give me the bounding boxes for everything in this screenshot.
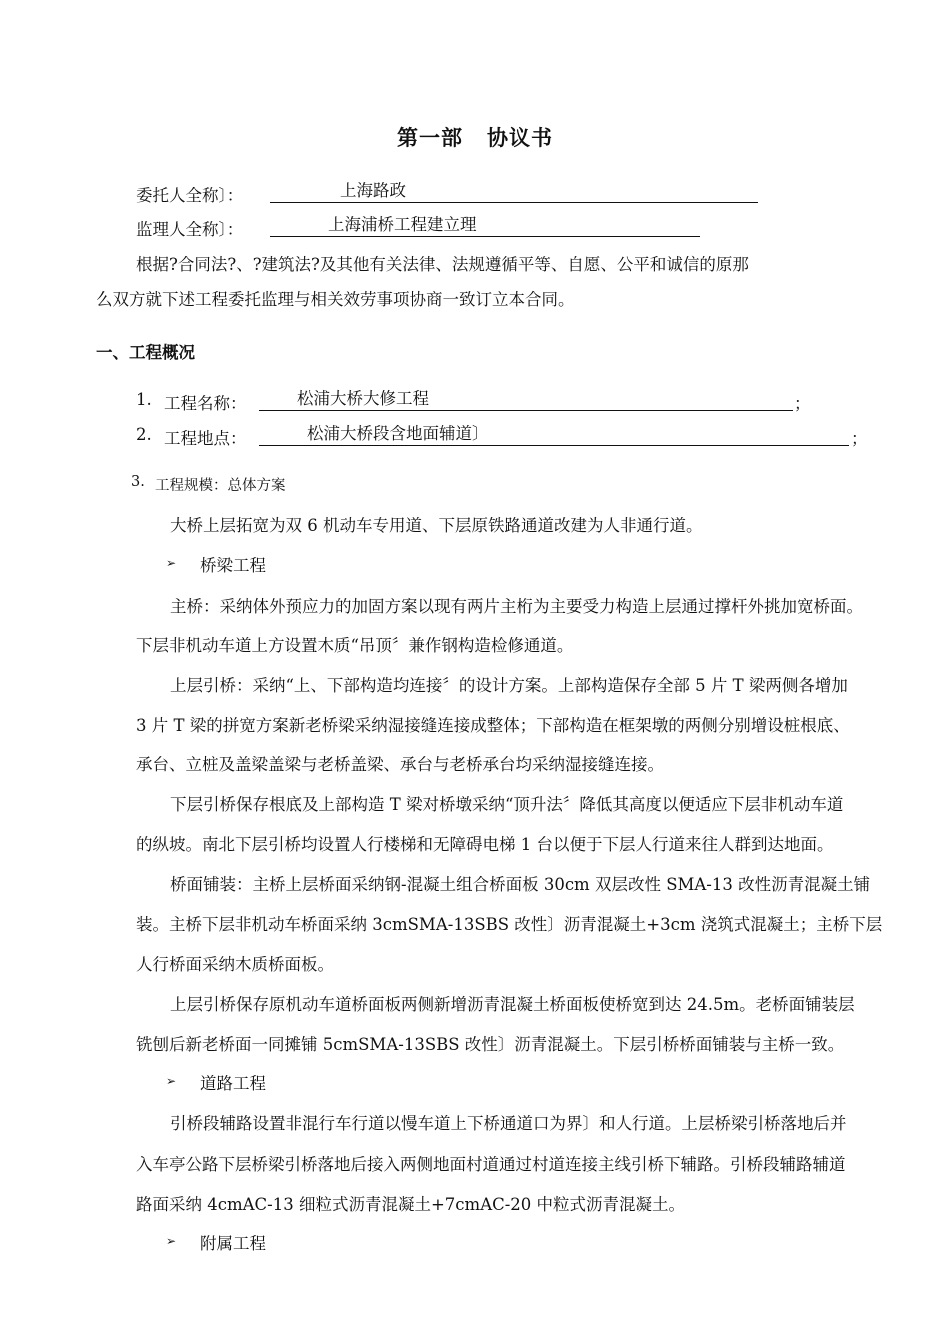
deck-line-2: 装。主桥下层非机动车桥面采纳 3cmSMA-13SBS 改性〕沥青混凝土+3cm 浇筑式混凝土；主桥下层 <box>136 915 883 934</box>
item2-label: 工程地点： <box>164 429 247 448</box>
intro-line-2: 么双方就下述工程委托监理与相关效劳事项协商一致订立本合同。 <box>96 290 575 309</box>
lower-approach-line-2: 的纵坡。南北下层引桥均设置人行楼梯和无障碍电梯 1 台以便于下层人行道来往人群到达地面。 <box>136 835 834 854</box>
item2-end: ； <box>851 429 868 448</box>
item1-label: 工程名称： <box>164 394 247 413</box>
client-label: 委托人全称〕： <box>136 186 244 205</box>
item2-number: 2. <box>136 425 152 444</box>
item1-number: 1. <box>136 390 152 409</box>
road-line-2: 入车亭公路下层桥梁引桥落地后接入两侧地面村道通过村道连接主线引桥下辅路。引桥段辅路辅道 <box>136 1155 846 1174</box>
main-bridge-line-1: 主桥：采纳体外预应力的加固方案以现有两片主桁为主要受力构造上层通过撑杆外挑加宽桥面。 <box>170 597 863 616</box>
upper-approach-line-2: 3 片 T 梁的拼宽方案新老桥梁采纳湿接缝连接成整体；下部构造在框架墩的两侧分别增设桩根底、 <box>136 716 850 735</box>
item3-label: 工程规模：总体方案 <box>155 478 286 494</box>
approach-deck-line-2: 铣刨后新老桥面一同摊铺 5cmSMA-13SBS 改性〕沥青混凝土。下层引桥桥面铺装与主桥一致。 <box>136 1035 845 1054</box>
intro-line-1: 根据?合同法?、?建筑法?及其他有关法律、法规遵循平等、自愿、公平和诚信的原那 <box>136 255 749 274</box>
road-bullet-icon: ➢ <box>166 1074 177 1088</box>
item2-field <box>259 425 849 446</box>
supervisor-value: 上海浦桥工程建立理 <box>328 215 477 234</box>
upper-approach-line-3: 承台、立桩及盖梁盖梁与老桥盖梁、承台与老桥承台均采纳湿接缝连接。 <box>136 755 664 774</box>
approach-deck-line-1: 上层引桥保存原机动车道桥面板两侧新增沥青混凝土桥面板使桥宽到达 24.5m。老桥面铺装层 <box>170 995 855 1014</box>
lower-approach-line-1: 下层引桥保存根底及上部构造 T 梁对桥墩采纳“顶升法〞降低其高度以便适应下层非机动车道 <box>170 795 844 814</box>
item1-value: 松浦大桥大修工程 <box>297 389 429 408</box>
main-bridge-line-2: 下层非机动车道上方设置木质“吊顶〞兼作钢构造检修通道。 <box>136 636 574 655</box>
scale-line: 大桥上层拓宽为双 6 机动车专用道、下层原铁路通道改建为人非通行道。 <box>170 516 703 535</box>
aux-bullet-icon: ➢ <box>166 1234 177 1248</box>
section-heading: 一、工程概况 <box>96 343 195 362</box>
road-line-1: 引桥段辅路设置非混行车行道以慢车道上下桥通道口为界〕和人行道。上层桥梁引桥落地后并 <box>170 1114 847 1133</box>
deck-line-1: 桥面铺装：主桥上层桥面采纳钢-混凝土组合桥面板 30cm 双层改性 SMA-13 改性沥青混凝土铺 <box>170 875 871 894</box>
item3-number: 3. <box>131 474 145 490</box>
client-value: 上海路政 <box>340 181 406 200</box>
item2-value: 松浦大桥段含地面辅道〕 <box>307 424 489 443</box>
page-title: 第一部 协议书 <box>397 126 553 150</box>
road-line-3: 路面采纳 4cmAC-13 细粒式沥青混凝土+7cmAC-20 中粒式沥青混凝土。 <box>136 1195 686 1214</box>
road-heading: 道路工程 <box>200 1074 266 1093</box>
item1-end: ； <box>794 394 811 413</box>
client-field <box>270 182 758 203</box>
upper-approach-line-1: 上层引桥：采纳“上、下部构造均连接〞的设计方案。上部构造保存全部 5 片 T 梁两侧各增加 <box>170 676 848 695</box>
bridge-heading: 桥梁工程 <box>200 556 266 575</box>
bridge-bullet-icon: ➢ <box>166 556 177 570</box>
supervisor-label: 监理人全称〕： <box>136 220 244 239</box>
aux-heading: 附属工程 <box>200 1234 266 1253</box>
deck-line-3: 人行桥面采纳木质桥面板。 <box>136 955 334 974</box>
supervisor-field <box>270 216 700 237</box>
item1-field <box>259 390 793 411</box>
